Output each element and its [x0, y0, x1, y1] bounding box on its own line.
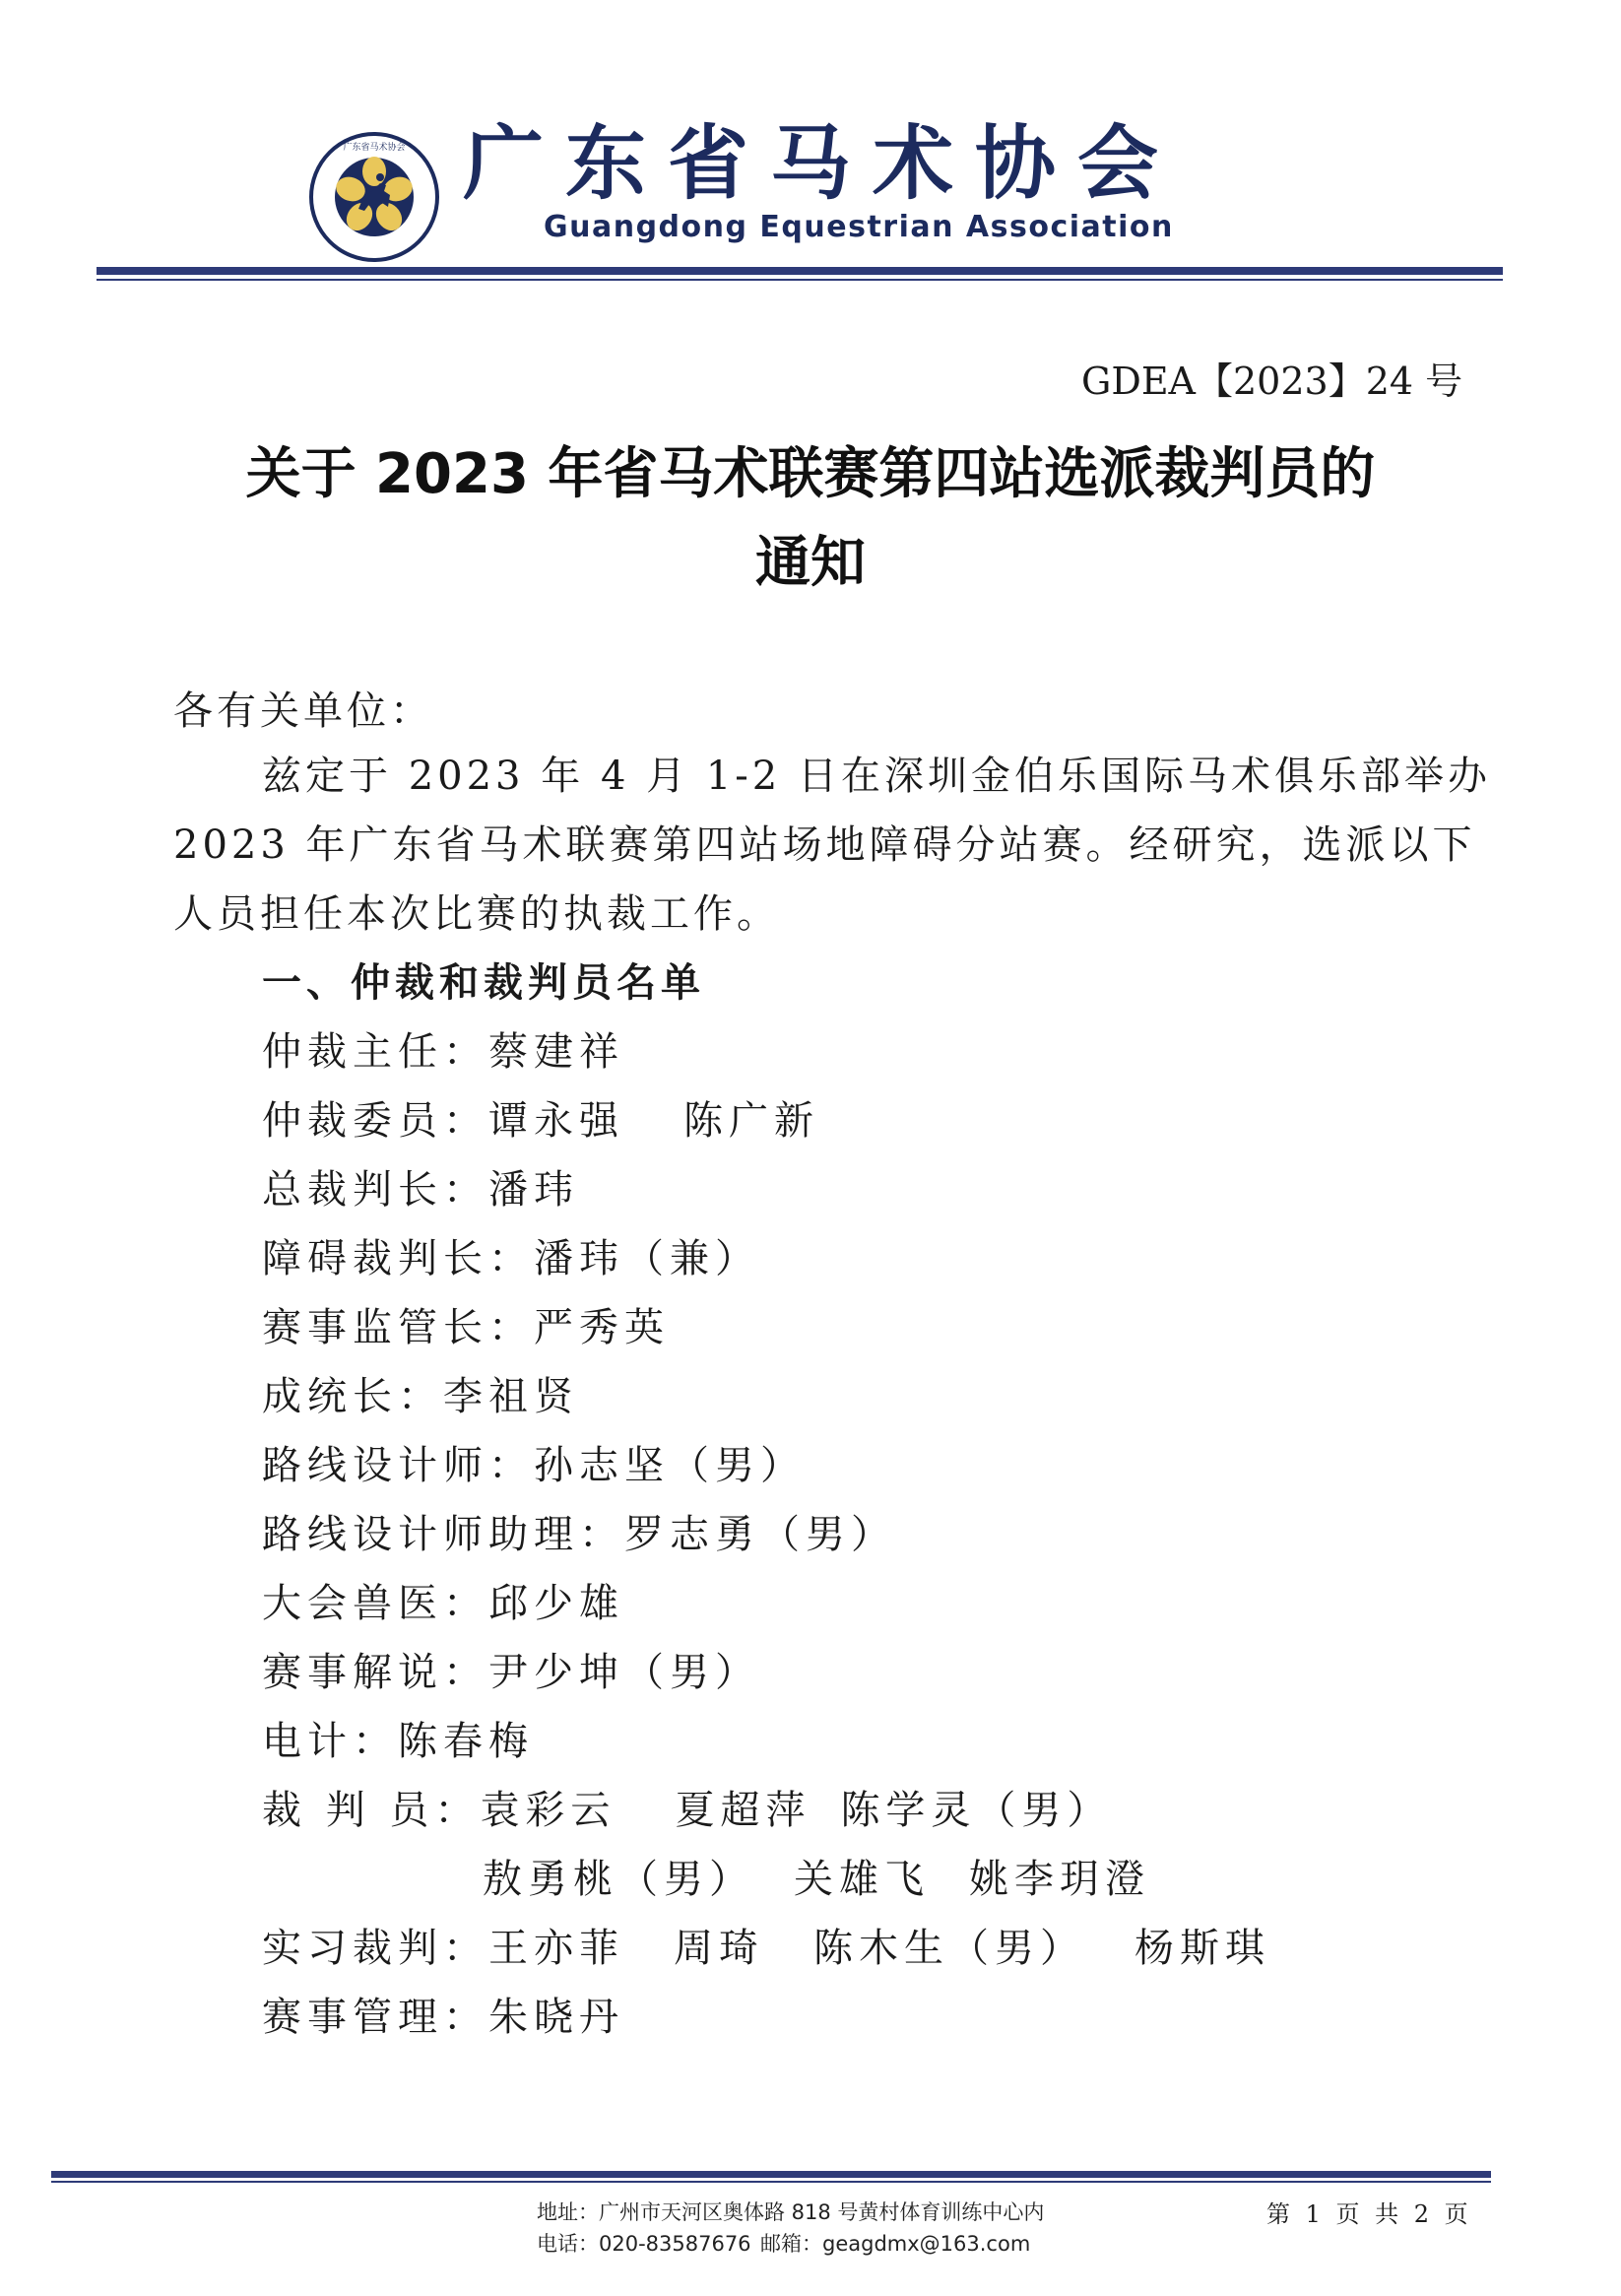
- person-name: 尹少坤（男）: [488, 1650, 760, 1695]
- role-label: 路线设计师：: [262, 1443, 534, 1488]
- person-name: 李祖贤: [443, 1374, 579, 1419]
- person-name: 姚李玥澄: [969, 1857, 1150, 1902]
- person-name: 杨斯琪: [1135, 1926, 1270, 1971]
- role-label: 赛事管理：: [262, 1995, 488, 2040]
- role-label: 电计：: [262, 1719, 398, 1764]
- person-name: 朱晓丹: [488, 1995, 624, 2040]
- person-name: 王亦菲: [488, 1926, 624, 1971]
- person-name: 谭永强: [488, 1098, 624, 1144]
- person-name: 孙志坚（男）: [534, 1443, 806, 1488]
- role-label: 实习裁判：: [262, 1926, 488, 1971]
- role-label: 裁 判 员：: [262, 1788, 481, 1833]
- roster-row-continued: [483, 1857, 1150, 1902]
- footer-email: 邮箱：geagdmx@163.com: [760, 2232, 1031, 2256]
- roster-row: [262, 1098, 819, 1144]
- role-label: 赛事解说：: [262, 1650, 488, 1695]
- role-label: 成统长：: [262, 1374, 443, 1419]
- person-name: 关雄飞: [794, 1857, 930, 1902]
- document-title-line2: 通知: [755, 531, 866, 595]
- org-name-en: Guangdong Equestrian Association: [544, 210, 1174, 244]
- person-name: 潘玮: [488, 1167, 579, 1213]
- header-rule-thin: [97, 279, 1503, 281]
- person-name: 夏超萍: [675, 1788, 811, 1833]
- role-label: 大会兽医：: [262, 1581, 488, 1626]
- person-name: 严秀英: [534, 1305, 670, 1350]
- footer-rule-thin: [51, 2181, 1491, 2183]
- person-name: 邱少雄: [488, 1581, 624, 1626]
- roster-row: [262, 1443, 806, 1488]
- roster-row: [262, 1029, 624, 1075]
- person-name: 敖勇桃（男）: [483, 1857, 754, 1902]
- person-name: 潘玮（兼）: [534, 1236, 760, 1281]
- footer-rule-thick: [51, 2171, 1491, 2178]
- roster-row: [262, 1236, 760, 1281]
- document-title-line1: 关于 2023 年省马术联赛第四站选派裁判员的: [245, 442, 1376, 506]
- roster-row: [262, 1512, 896, 1557]
- roster-row: [262, 1650, 760, 1695]
- footer-address: 地址：广州市天河区奥体路 818 号黄村体育训练中心内: [537, 2200, 1045, 2224]
- roster-row: [262, 1581, 624, 1626]
- paragraph-line-1: 兹定于 2023 年 4 月 1-2 日在深圳金伯乐国际马术俱乐部举办: [262, 754, 1491, 799]
- association-logo: [307, 130, 441, 264]
- person-name: 陈春梅: [398, 1719, 534, 1764]
- person-name: 蔡建祥: [488, 1029, 624, 1075]
- roster-row: [262, 1995, 624, 2040]
- role-label: 赛事监管长：: [262, 1305, 534, 1350]
- role-label: 仲裁主任：: [262, 1029, 488, 1075]
- roster-row: [262, 1374, 579, 1419]
- role-label: 路线设计师助理：: [262, 1512, 624, 1557]
- role-label: 障碍裁判长：: [262, 1236, 534, 1281]
- org-name-cn: 广东省马术协会: [463, 117, 1181, 211]
- roster-row: [262, 1788, 1113, 1833]
- person-name: 袁彩云: [480, 1788, 616, 1833]
- salutation: 各有关单位：: [173, 689, 433, 734]
- paragraph-line-3: 人员担任本次比赛的执裁工作。: [173, 891, 780, 937]
- person-name: 周琦: [674, 1926, 764, 1971]
- person-name: 陈木生（男）: [813, 1926, 1085, 1971]
- paragraph-line-2: 2023 年广东省马术联赛第四站场地障碍分站赛。经研究，选派以下: [173, 822, 1476, 868]
- footer-phone: 电话：020-83587676: [537, 2232, 751, 2256]
- roster-row: [262, 1926, 1270, 1971]
- roster-row: [262, 1305, 670, 1350]
- section-heading: 一、仲裁和裁判员名单: [262, 960, 705, 1006]
- page-indicator: 第 1 页 共 2 页: [1266, 2200, 1472, 2228]
- document-number: GDEA【2023】24 号: [1081, 360, 1463, 403]
- logo-top-text: 广东省马术协会: [343, 143, 406, 153]
- person-name: 罗志勇（男）: [624, 1512, 896, 1557]
- roster-row: [262, 1167, 579, 1213]
- role-label: 仲裁委员：: [262, 1098, 488, 1144]
- roster-row: [262, 1719, 534, 1764]
- person-name: 陈学灵（男）: [840, 1788, 1113, 1833]
- header-rule-thick: [97, 267, 1503, 275]
- role-label: 总裁判长：: [262, 1167, 488, 1213]
- person-name: 陈广新: [683, 1098, 819, 1144]
